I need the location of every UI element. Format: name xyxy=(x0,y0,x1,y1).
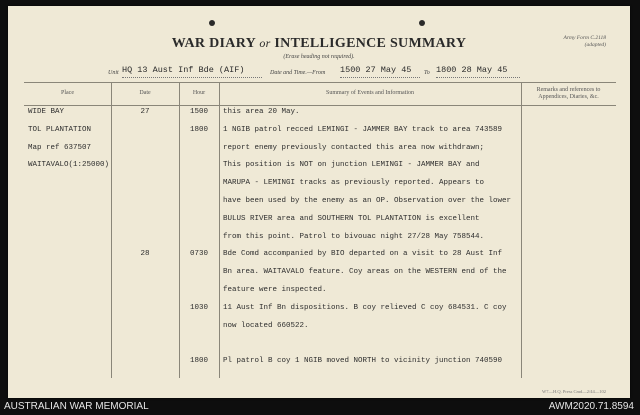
row-summary: This position is NOT on junction LEMINGI - JAMMER BAY and xyxy=(223,161,480,170)
to-label: To xyxy=(424,70,430,76)
row-summary: now located 660522. xyxy=(223,321,309,330)
table-row xyxy=(8,268,630,286)
col-hour: Hour xyxy=(192,90,206,96)
row-summary: have been used by the enemy as an OP. Observation over the lower xyxy=(223,197,512,205)
row-summary: Pl patrol B coy 1 NGIB moved NORTH to vicinity junction 740590 xyxy=(223,357,503,366)
title-intelligence-summary: INTELLIGENCE SUMMARY xyxy=(274,36,467,51)
col-remarks-line1: Remarks and references to xyxy=(536,87,601,93)
row-hour: 1800 xyxy=(189,125,208,134)
row-place: WAITAVALO(1:25000) xyxy=(28,161,110,170)
army-form-label: Army Form C.2118 xyxy=(563,35,606,41)
row-summary: report enemy previously contacted this area now withdrawn; xyxy=(223,143,485,152)
unit-date-line xyxy=(108,64,628,80)
table-row xyxy=(8,322,630,340)
table-row xyxy=(8,161,630,179)
row-summary: from this point. Patrol to bivouac night 27/28 May 758544. xyxy=(223,232,485,241)
army-form-number xyxy=(563,35,606,49)
row-place: WIDE BAY xyxy=(28,108,65,116)
col-remarks xyxy=(521,87,616,100)
table-row xyxy=(8,126,630,144)
title-or: or xyxy=(259,36,271,50)
col-place: Place xyxy=(61,90,74,96)
column-header-row xyxy=(24,82,616,106)
printer-note: W7—H.Q. Press Cmd—2/44—102 xyxy=(542,389,606,394)
row-summary: feature were inspected. xyxy=(223,286,327,294)
row-summary: Bde Comd accompanied by BIO departed on a visit to 28 Aust Inf xyxy=(223,250,503,259)
date-time-label: Date and Time.—From xyxy=(270,70,326,76)
row-summary: Bn area. WAITAVALO feature. Coy areas on the WESTERN end of the xyxy=(223,268,507,277)
diary-sheet xyxy=(8,6,630,398)
row-place: Map ref 637507 xyxy=(28,143,92,152)
form-title xyxy=(8,36,630,52)
table-row xyxy=(8,250,630,268)
table-row xyxy=(8,144,630,162)
row-place: TOL PLANTATION xyxy=(28,125,92,134)
row-date: 27 xyxy=(140,108,150,116)
form-subtitle: (Erase heading not required). xyxy=(283,54,355,60)
table-row xyxy=(8,197,630,215)
col-date: Date xyxy=(139,90,151,96)
date-to-value: 1800 28 May 45 xyxy=(436,65,508,75)
row-summary: 11 Aust Inf Bn dispositions. B coy relieved C coy 684531. C coy xyxy=(223,303,507,312)
date-from-underline xyxy=(340,77,420,78)
row-summary: this area 20 May. xyxy=(223,108,300,116)
row-summary: 1 NGIB patrol recced LEMINGI - JAMMER BAY track to area 743589 xyxy=(223,125,503,134)
table-row xyxy=(8,286,630,304)
table-row xyxy=(8,108,630,126)
row-summary: BULUS RIVER area and SOUTHERN TOL PLANTATION is excellent xyxy=(223,214,480,223)
row-summary: MARUPA - LEMINGI tracks as previously reported. Appears to xyxy=(223,179,485,188)
row-date: 28 xyxy=(140,250,150,259)
date-from-value: 1500 27 May 45 xyxy=(340,65,412,75)
archive-caption-right: AWM2020.71.8594 xyxy=(548,401,634,412)
row-hour: 1800 xyxy=(189,357,208,366)
table-row xyxy=(8,357,630,375)
army-form-sub: (adapted) xyxy=(584,42,606,48)
table-row xyxy=(8,304,630,322)
col-summary: Summary of Events and Information xyxy=(326,90,414,96)
table-row xyxy=(8,233,630,251)
row-hour: 1030 xyxy=(189,303,208,312)
table-row xyxy=(8,339,630,357)
title-war-diary: WAR DIARY xyxy=(171,36,256,51)
row-hour: 1500 xyxy=(189,108,208,116)
table-row xyxy=(8,179,630,197)
col-remarks-line2: Appendices, Diaries, &c. xyxy=(538,93,599,100)
row-hour: 0730 xyxy=(189,250,208,259)
unit-value: HQ 13 Aust Inf Bde (AIF) xyxy=(122,65,245,75)
punch-hole xyxy=(419,20,425,26)
table-row xyxy=(8,215,630,233)
unit-underline xyxy=(122,77,262,78)
unit-label: Unit xyxy=(108,70,119,76)
date-to-underline xyxy=(436,77,520,78)
archive-caption-left: AUSTRALIAN WAR MEMORIAL xyxy=(4,401,149,412)
punch-hole xyxy=(209,20,215,26)
